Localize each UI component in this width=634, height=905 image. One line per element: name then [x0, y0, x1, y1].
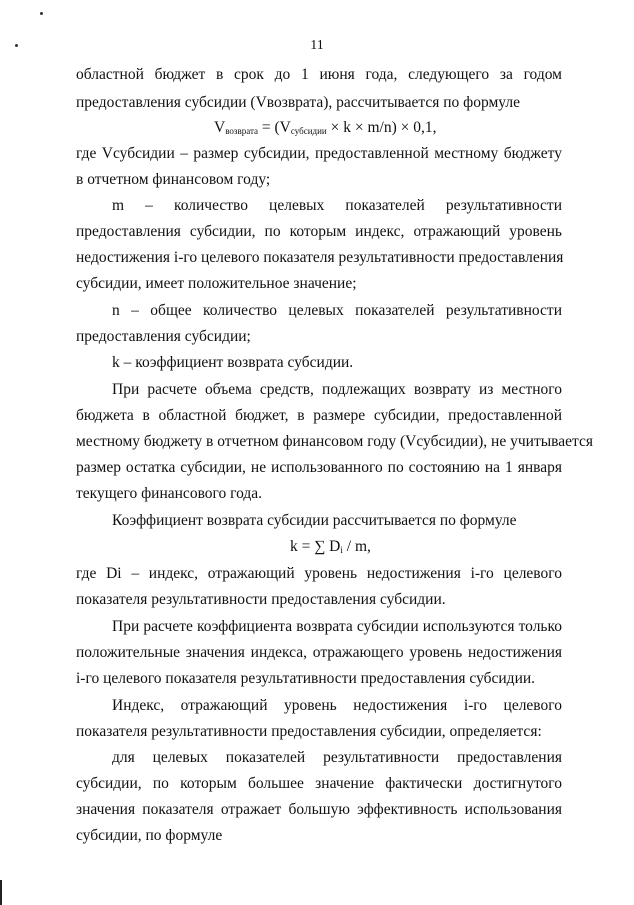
- text-line: показателя результативности предоставления субсидии, определяется:: [76, 723, 542, 740]
- text-line: положительные значения индекса, отражающего уровень недостижения: [76, 644, 562, 661]
- text-line: для целевых показателей результативности предоставления: [112, 749, 562, 766]
- page-number: 11: [310, 38, 324, 53]
- text-line: текущего финансового года.: [76, 485, 263, 502]
- text-line: размер остатка субсидии, не использованного по состоянию на 1 января: [76, 459, 562, 476]
- formula-coefficient: [290, 538, 490, 556]
- text-line: i-го целевого показателя результативности предоставления субсидии.: [76, 670, 536, 687]
- text-line: где Di – индекс, отражающий уровень недостижения i-го целевого: [76, 565, 562, 582]
- text-line: n – общее количество целевых показателей результативности: [112, 302, 562, 319]
- formula-part: k = ∑ D: [290, 538, 341, 555]
- text-line: бюджета в областной бюджет, в размере субсидии, предоставленной: [76, 407, 562, 424]
- text-line: m – количество целевых показателей результативности: [112, 197, 562, 214]
- scan-speck: [40, 12, 43, 15]
- text-line: предоставления субсидии, по которым индекс, отражающий уровень: [76, 223, 562, 240]
- formula-subscript: возврата: [225, 126, 258, 136]
- formula-subscript: i: [340, 545, 343, 555]
- formula-part: / m,: [342, 538, 371, 555]
- text-line: субсидии, имеет положительное значение;: [76, 275, 357, 292]
- text-line: где Vсубсидии – размер субсидии, предоставленной местному бюджету: [76, 145, 562, 162]
- text-line: предоставления субсидии;: [76, 328, 251, 345]
- formula-return-volume: [214, 119, 574, 137]
- text-line: субсидии, по формуле: [76, 827, 223, 844]
- text-line: k – коэффициент возврата субсидии.: [112, 354, 354, 371]
- text-line: значения показателя отражает большую эффективность использования: [76, 801, 562, 818]
- text-line: Коэффициент возврата субсидии рассчитывается по формуле: [112, 512, 517, 529]
- text-line: При расчете объема средств, подлежащих возврату из местного: [112, 381, 562, 398]
- text-line: предоставления субсидии (Vвозврата), рассчитывается по формуле: [76, 94, 520, 111]
- formula-part: = (V: [258, 119, 291, 136]
- text-line: показателя результативности предоставления субсидии.: [76, 591, 446, 608]
- formula-part: × k × m/n) × 0,1,: [326, 119, 437, 136]
- formula-part: V: [214, 119, 226, 136]
- text-line: субсидии, по которым большее значение фактически достигнутого: [76, 775, 562, 792]
- scan-edge-mark: [0, 880, 2, 905]
- text-line: в отчетном финансовом году;: [76, 171, 271, 188]
- formula-subscript: субсидии: [290, 126, 327, 136]
- text-line: недостижения i-го целевого показателя результативности предоставления: [76, 249, 564, 266]
- text-line: местному бюджету в отчетном финансовом году (Vсубсидии), не учитывается: [76, 433, 593, 450]
- text-line: областной бюджет в срок до 1 июня года, следующего за годом: [76, 66, 562, 83]
- text-line: При расчете коэффициента возврата субсидии используются только: [112, 618, 562, 635]
- text-line: Индекс, отражающий уровень недостижения i-го целевого: [112, 697, 562, 714]
